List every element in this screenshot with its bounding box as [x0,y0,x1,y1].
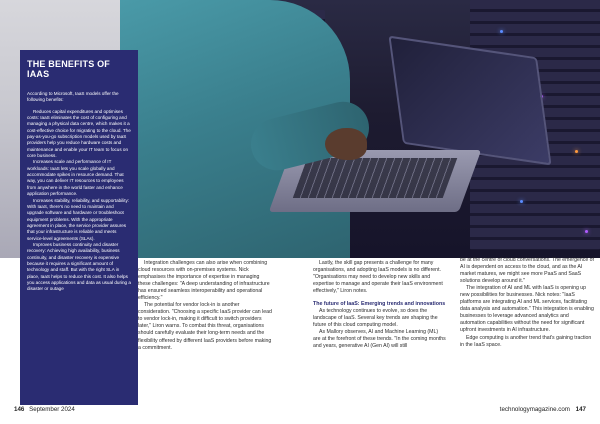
section-heading: The future of IaaS: Emerging trends and innovations [313,301,446,308]
footer-left [14,406,75,413]
server-led [520,200,523,203]
sidebar-title: THE BENEFITS OF IAAS [27,59,111,79]
issue-date: September 2024 [29,406,75,413]
sidebar-benefit-scale: Increases scale and performance of IT workloads: IaaS lets you scale globally and accommodate spikes in resource demand. That way, you can deliver IT resources to employees from anywhere in the world faster and enhance application performance. [27,159,124,197]
page-number-left: 146 [14,406,25,413]
sidebar-benefit-continuity: Improves business continuity and disaster recovery: Achieving high availability, business continuity, and disaster recovery is expensive because it requires a significant amount of technology and staff. But with the right SLA in place, IaaS helps to reduce this cost. It also helps you access applications and data as usual during a disaster or outage [27,241,131,292]
article-paragraph: be at the centre of cloud conversations. The emergence of AI is dependent on access to the cloud, and as the AI market matures, we might see more PaaS and SaaS solutions develop around it." [460,257,594,285]
article-paragraph: Edge computing is another trend that's gaining traction in the IaaS space. [460,334,592,348]
sidebar-benefit-stability: Increases stability, reliability, and supportability: With IaaS, there's no need to maintain and upgrade software and hardware or troubleshoot equipment problems. With the appropriate agreement in place, the service provider assures that your infrastructure is reliable and meets service-level agreements (SLAs). [27,197,130,241]
laptop-keyboard [293,158,458,198]
sidebar-benefit-costs: Reduces capital expenditures and optimises costs: IaaS eliminates the cost of configuring and managing a physical data centre, which makes it a cost-effective choice for migrating to the cloud. The pay-as-you-go subscription models used by IaaS providers help you reduce hardware costs and maintenance and enable your IT team to focus on core business. [27,108,131,159]
server-led [500,30,503,33]
article-paragraph: As technology continues to evolve, so does the landscape of IaaS. Several key trends are shaping the future of this cloud computing model. [313,308,438,329]
benefits-sidebar [20,50,138,405]
laptop-screen [388,36,551,166]
article-paragraph: As Mallory observes, AI and Machine Learning (ML) are at the forefront of these trends. "In the coming months and years, generative AI (Gen AI) will still [313,329,446,350]
article-column-2 [313,260,447,351]
server-led [585,230,588,233]
page-number-right: 147 [575,406,586,413]
person-hand [325,128,367,160]
footer-right [500,406,586,413]
article-column-3 [460,257,594,349]
article-paragraph: The potential for vendor lock-in is another consideration. "Choosing a specific IaaS provider can lead to vendor lock-in, making it difficult to switch providers later," Liron warns. To combat this threat, organisations should carefully evaluate their long-term needs and the flexibility offered by different IaaS providers before making a commitment. [138,302,272,351]
article-paragraph: Lastly, the skill gap presents a challenge for many organisations, and adopting IaaS models is no different. "Organisations may need to develop new skills and expertise to manage and operate their IaaS environment effectively," Liron notes. [313,260,443,295]
article-column-1 [138,260,272,352]
article-paragraph: Integration challenges can also arise when combining cloud resources with on-premises systems. Nick emphasises the importance of expertise in managing these challenges: "A deep understanding of infrastructure has ensured seamless interoperability and operational efficiency." [138,260,270,302]
server-led [575,150,578,153]
sidebar-intro: According to Microsoft, IaaS models offer the following benefits: [27,91,119,103]
article-paragraph: The integration of AI and ML with IaaS is opening up new possibilities for businesses. Nick notes: "IaaS platforms are integrating AI and ML services, facilitating data analysis and automation." This integration is enabling businesses to leverage advanced analytics and automation capabilities without the need for significant upfront investments in AI infrastructure. [460,285,594,334]
site-url: technologymagazine.com [499,406,570,413]
